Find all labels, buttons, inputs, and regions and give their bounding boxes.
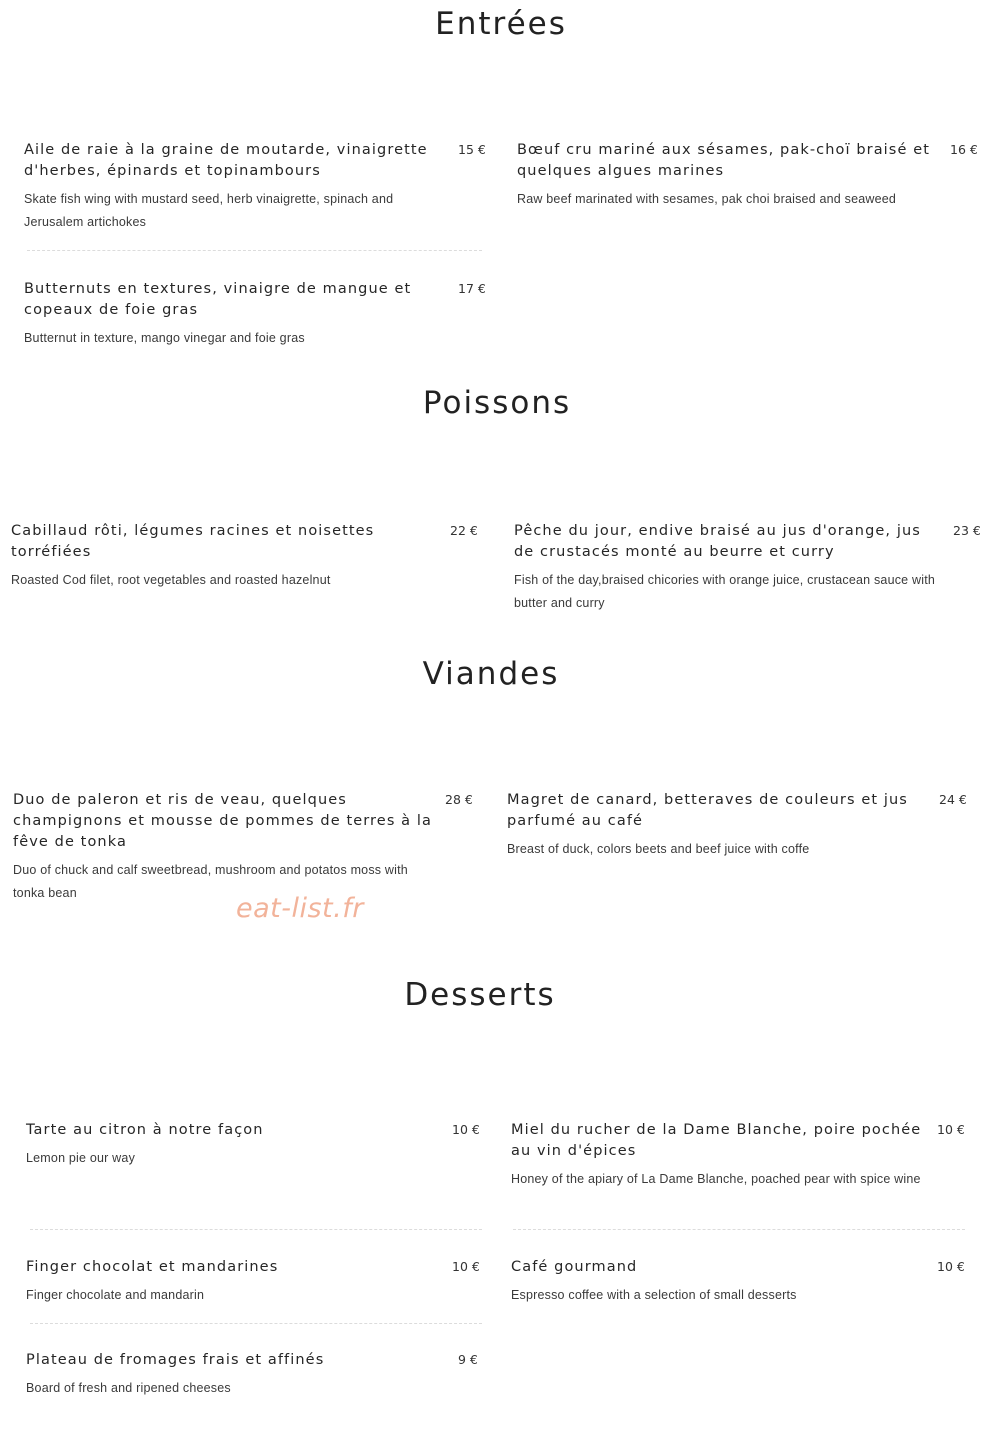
dish-description-en: Roasted Cod filet, root vegetables and roasted hazelnut [11, 573, 331, 587]
dish-description-en: Raw beef marinated with sesames, pak choi braised and seaweed [517, 192, 897, 206]
dish-name-fr: Tarte au citron à notre façon [26, 1122, 264, 1138]
menu-item-butternuts [24, 279, 424, 350]
item-divider [513, 1229, 965, 1230]
dish-name-fr: Pêche du jour, endive braisé au jus d'orange, jus de crustacés monté au beurre et curry [514, 523, 921, 560]
dish-description-en: Fish of the day,braised chicories with orange juice, crustacean sauce with butter and curry [514, 573, 936, 610]
menu-item-tarte-citron [26, 1120, 426, 1170]
price-aile-de-raie: 15 € [458, 142, 486, 157]
menu-item-boeuf-cru [517, 140, 937, 211]
dish-name-fr: Finger chocolat et mandarines [26, 1259, 279, 1275]
menu-item-finger-chocolat [26, 1257, 426, 1307]
dish-description-en: Breast of duck, colors beets and beef juice with coffe [507, 842, 810, 856]
price-cafe-gourmand: 10 € [937, 1259, 965, 1274]
menu-item-magret-canard [507, 790, 927, 861]
price-boeuf-cru: 16 € [950, 142, 978, 157]
dish-description-en: Finger chocolate and mandarin [26, 1288, 205, 1302]
dish-name-fr: Magret de canard, betteraves de couleurs et jus parfumé au café [507, 792, 908, 829]
dish-description-en: Butternut in texture, mango vinegar and foie gras [24, 331, 305, 345]
price-miel-rucher: 10 € [937, 1122, 965, 1137]
menu-item-plateau-fromages [26, 1350, 426, 1400]
watermark-logo: eat-list.fr [236, 893, 364, 924]
dish-name-fr: Aile de raie à la graine de moutarde, vinaigrette d'herbes, épinards et topinambours [24, 142, 428, 179]
dish-description-en: Lemon pie our way [26, 1151, 136, 1165]
dish-name-fr: Cabillaud rôti, légumes racines et noisettes torréfiées [11, 523, 375, 560]
price-tarte-citron: 10 € [452, 1122, 480, 1137]
dish-description-en: Honey of the apiary of La Dame Blanche, poached pear with spice wine [511, 1172, 921, 1186]
price-peche-du-jour: 23 € [953, 523, 981, 538]
menu-item-cabillaud [11, 521, 411, 592]
section-title-poissons: Poissons [422, 385, 572, 421]
dish-name-fr: Butternuts en textures, vinaigre de mangue et copeaux de foie gras [24, 281, 412, 318]
dish-name-fr: Bœuf cru mariné aux sésames, pak-choï braisé et quelques algues marines [517, 142, 930, 179]
dish-name-fr: Café gourmand [511, 1259, 638, 1275]
menu-item-cafe-gourmand [511, 1257, 936, 1307]
dish-description-en: Board of fresh and ripened cheeses [26, 1381, 231, 1395]
price-duo-paleron: 28 € [445, 792, 473, 807]
menu-item-aile-de-raie [24, 140, 444, 234]
dish-name-fr: Duo de paleron et ris de veau, quelques champignons et mousse de pommes de terres à la fêve de tonka [13, 792, 432, 850]
dish-description-en: Skate fish wing with mustard seed, herb vinaigrette, spinach and Jerusalem artichokes [24, 192, 394, 229]
section-title-viandes: Viandes [422, 656, 560, 692]
item-divider [27, 250, 482, 251]
item-divider [30, 1323, 482, 1324]
price-butternuts: 17 € [458, 281, 486, 296]
menu-item-peche-du-jour [514, 521, 944, 615]
section-title-entrees: Entrées [435, 6, 567, 42]
section-title-desserts: Desserts [404, 977, 556, 1013]
dish-description-en: Duo of chuck and calf sweetbread, mushroom and potatos moss with tonka bean [13, 863, 408, 900]
dish-description-en: Espresso coffee with a selection of small desserts [511, 1288, 797, 1302]
price-finger-chocolat: 10 € [452, 1259, 480, 1274]
menu-item-miel-rucher [511, 1120, 936, 1191]
dish-name-fr: Plateau de fromages frais et affinés [26, 1352, 325, 1368]
item-divider [30, 1229, 482, 1230]
dish-name-fr: Miel du rucher de la Dame Blanche, poire pochée au vin d'épices [511, 1122, 922, 1159]
price-plateau-fromages: 9 € [458, 1352, 478, 1367]
menu-item-duo-paleron [13, 790, 433, 905]
price-magret-canard: 24 € [939, 792, 967, 807]
price-cabillaud: 22 € [450, 523, 478, 538]
